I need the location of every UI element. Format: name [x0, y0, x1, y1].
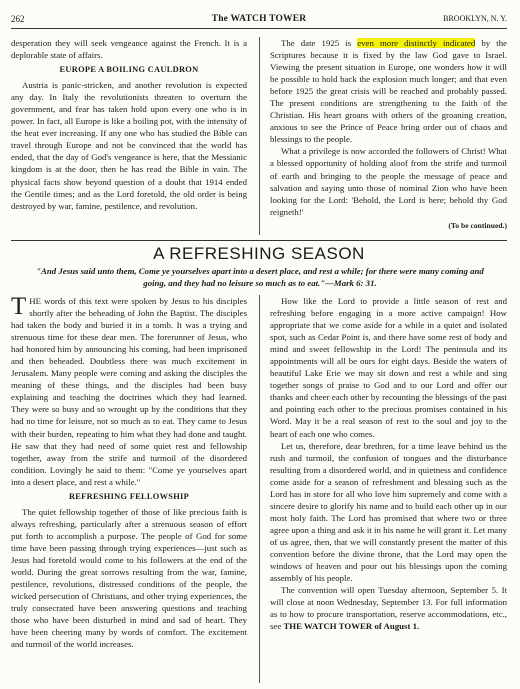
paragraph [270, 584, 507, 632]
header-rule [11, 28, 507, 29]
paragraph-text: by the Scriptures because it is fixed by the law God gave to Israel. Viewing the present situation in Europe, one wonders how it will be possible to hold back the explosion much longer; and that even before 1925 the great crisis will be reached and probably passed. The present conditions are strengthening to the faith of the Christian. His heart groans with others of the groaning creation, anxious to see the Prince of Peace bring order out of chaos and blessings to the people. [270, 38, 507, 145]
column-divider [259, 295, 260, 683]
paragraph-text: HE words of this text were spoken by Jesus to his disciples shortly after the beheading of John the Baptist. The disciples had taken the body and buried it in a tomb. It was a trying and strenuous time for these dear men. The forerunner of Jesus, who had honored him by announcing his coming, had been imprisoned and then beheaded. Doubtless there was much excitement in Jerusalem. Many people were coming and asking the disciples the meaning of these things, and the disciples had been busy explaining and teaching the doctrines which they had learned. They were so busy and so wrought up by the conditions that they had no time for leisure, not so much as to eat. They came to Jesus with their burden, repeating to him what they had done and taught. He saw that they had need of some quiet rest and fellowship together, away from the strife and turmoil of the disordered condition. Lovingly he said to them: "Come ye yourselves apart into a desert place, and rest a while." [11, 296, 247, 487]
page-number: 262 [11, 14, 25, 24]
masthead: The WATCH TOWER [211, 14, 307, 24]
paragraph-text: The convention will open Tuesday afternoon, September 5. It will close at noon Wednesday, September 13. For full information as to how to procure transportation, reserve accommodations, etc., see [270, 585, 507, 632]
paragraph [270, 37, 507, 145]
watch-tower-reference: THE WATCH TOWER of August 1. [283, 621, 420, 632]
drop-cap: T [11, 293, 27, 320]
section-subhead: EUROPE A BOILING CAULDRON [59, 65, 199, 75]
paragraph: What a privilege is now accorded the followers of Christ! What a blessed opportunity of holding aloof from the strife and turmoil of earth and bringing to the people the message of peace and salvation and saying unto those of nominal Zion who have been looking for the Lord: 'Behold, the Lord is here; behold thy God reigneth!' [270, 146, 507, 217]
page-header [11, 12, 507, 26]
article-title: A REFRESHING SEASON [153, 244, 365, 263]
opening-paragraph [11, 295, 247, 488]
continued-note: (To be continued.) [448, 220, 507, 230]
article-left-column [11, 295, 247, 650]
highlighted-text: even more distinctly indicated [357, 38, 476, 48]
paragraph: Austria is panic-stricken, and another revolution is expected any day. In Italy the revolutionists threaten to overturn the government, and fear has taken hold upon every one who is in power. In fact, all Europe is like a boiling pot, with the intensity of the heat ever increasing. If any one who has studied the Bible can travel through Europe and not be convinced that the world has ended, that the day of God's vengeance is here, that the Messianic kingdom is at the door, then he has read the Bible in vain. The physical facts show beyond question of a doubt that 1914 ended the Gentile times; and as the Lord foretold, the old order is being destroyed by war, famine, pestilence, and revolution. [11, 80, 247, 211]
section-rule [11, 240, 507, 241]
paragraph: The quiet fellowship together of those of like precious faith is always refreshing, particularly after a strenuous season of effort put forth to accomplish a purpose. The people of God for some time have been passing through trying experiences—just such as Jesus had foretold would come to his followers at the end of the world. During the great sorrows resulting from the war, famine, pestilence, revolutions, distressed conditions of the people, the wicked persecution of Christians, and other trying experiences, the truly consecrated have been answering questions and teaching those who have been disturbed in mind and sad of heart. They have been cheering many by words of comfort. The excitement and turmoil of the world increases. [11, 506, 247, 650]
top-right-column [270, 37, 507, 232]
column-divider [259, 37, 260, 235]
article-right-column [270, 295, 507, 632]
top-left-column [11, 37, 247, 212]
paragraph: Let us, therefore, dear brethren, for a time leave behind us the rush and turmoil, the confusion of tongues and the disturbance resulting from a disordered world, and in quietness and confidence come aside for a season of refreshment and blessing such as the Lord has in store for all who love him supremely and come with a sincere desire to glorify his name and to build each other up in our most holy faith. The Lord has promised that where two or three agree upon a thing and ask it in his name he will grant it. Let many of us agree, then, that we will constantly present the matter of this convention before the divine throne, that the Lord may open the windows of heaven and pour out his blessings upon the coming assembly of his people. [270, 440, 507, 584]
paragraph-text: The date 1925 is [281, 38, 352, 48]
header-place: BROOKLYN, N. Y. [443, 14, 507, 23]
epigraph: "And Jesus said unto them, Come ye yourselves apart into a desert place, and rest a while; for there were many coming and going, and they had no leisure so much as to eat."—Mark 6: 31. [36, 266, 484, 288]
paragraph: How like the Lord to provide a little season of rest and refreshing before engaging in a more active campaign! How appropriate that we come aside for a while in a quiet and isolated spot, such as Cedar Point is, and there have some rest of body and mind and sweet fellowship in the Lord! The peninsula and its appointments will all be ours for eight days. Beside the waters of beautiful Lake Erie we may sit down and rest a while and sing together songs of praise to God and to our Lord and offer our thanks and cheer each other by recounting the blessings of the past and pointing each other to the precious promises contained in his Word. May it be a real season of rest to the soul and joy to the heart of each one who comes. [270, 296, 507, 439]
section-subhead: REFRESHING FELLOWSHIP [68, 491, 190, 501]
intro-text: desperation they will seek vengeance against the French. It is a deplorable state of affairs. [11, 38, 247, 61]
